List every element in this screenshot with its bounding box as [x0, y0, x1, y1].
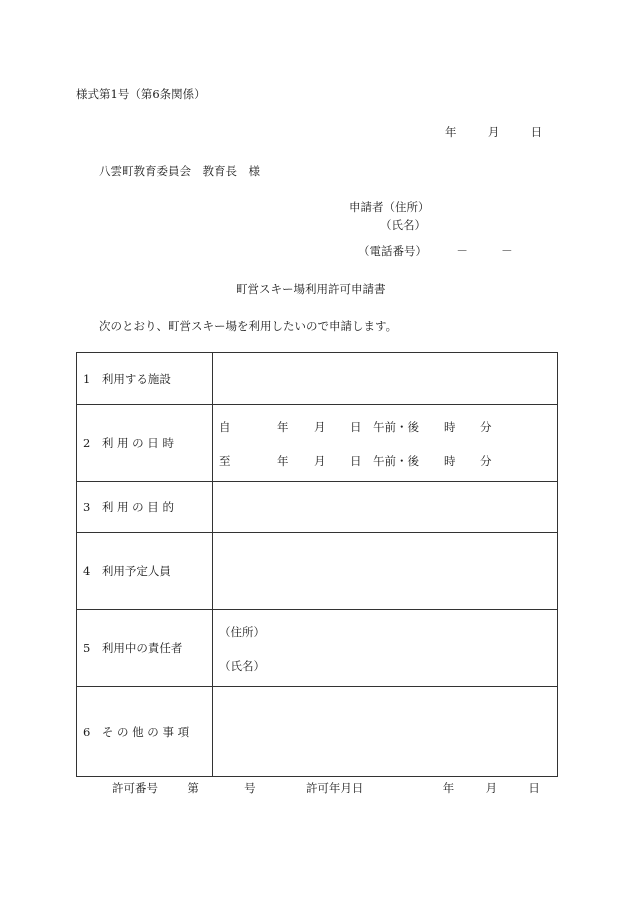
table-row: [77, 610, 558, 687]
table-row: [77, 482, 558, 533]
permit-month: 月: [485, 781, 498, 795]
permit-dai: 第: [187, 781, 199, 795]
permit-date-label: 許可年月日: [305, 781, 364, 795]
purpose-field[interactable]: [213, 482, 558, 533]
from-day: 日: [350, 420, 362, 434]
row-label-purpose: 3 利 用 の 目 的: [77, 482, 213, 533]
permit-go: 号: [244, 781, 256, 795]
permit-number-label: 許可番号: [112, 781, 158, 795]
phone-dash-1: －: [456, 244, 468, 258]
permit-year: 年: [442, 781, 455, 795]
intro-text: 次のとおり、町営スキー場を利用したいので申請します。: [99, 319, 398, 333]
addressee: 八雲町教育委員会 教育長 様: [99, 164, 260, 178]
table-row: [77, 353, 558, 405]
applicant-address-label: 申請者（住所）: [349, 200, 430, 214]
from-minute: 分: [480, 420, 492, 434]
to-minute: 分: [480, 454, 492, 468]
people-field[interactable]: [213, 533, 558, 610]
date-line: [445, 124, 542, 140]
permit-footer: [112, 780, 540, 796]
to-hour: 時: [444, 454, 456, 468]
datetime-to-line: [213, 443, 557, 477]
document-title: 町営スキー場利用許可申請書: [236, 282, 386, 296]
from-month: 月: [314, 420, 326, 434]
from-hour: 時: [444, 420, 456, 434]
application-table: [76, 352, 558, 777]
datetime-from-line: [213, 409, 557, 443]
phone-dash-2: －: [501, 244, 513, 258]
applicant-phone-line: [358, 243, 513, 259]
to-year: 年: [277, 454, 289, 468]
row-label-other: 6 そ の 他 の 事 項: [77, 687, 213, 777]
responsible-name-label: （氏名）: [219, 659, 265, 673]
applicant-name-label: （氏名）: [380, 218, 426, 232]
table-row: [77, 533, 558, 610]
to-ampm: 午前・後: [373, 454, 419, 468]
responsible-field[interactable]: [213, 610, 558, 687]
table-row: [77, 687, 558, 777]
other-field[interactable]: [213, 687, 558, 777]
to-label: 至: [219, 454, 231, 468]
applicant-phone-label: （電話番号）: [358, 244, 427, 258]
datetime-field[interactable]: [213, 405, 558, 482]
to-day: 日: [350, 454, 362, 468]
form-number: 様式第1号（第6条関係）: [76, 87, 206, 101]
from-ampm: 午前・後: [373, 420, 419, 434]
facility-field[interactable]: [213, 353, 558, 405]
responsible-name-line: [213, 648, 557, 682]
from-label: 自: [219, 420, 231, 434]
date-year: 年: [445, 125, 457, 139]
responsible-address-label: （住所）: [219, 625, 265, 639]
to-month: 月: [314, 454, 326, 468]
row-label-people: 4 利用予定人員: [77, 533, 213, 610]
table-row: [77, 405, 558, 482]
permit-day: 日: [528, 781, 540, 795]
date-day: 日: [530, 125, 543, 139]
row-label-datetime: 2 利 用 の 日 時: [77, 405, 213, 482]
from-year: 年: [277, 420, 289, 434]
row-label-facility: 1 利用する施設: [77, 353, 213, 405]
date-month: 月: [487, 125, 500, 139]
row-label-responsible: 5 利用中の責任者: [77, 610, 213, 687]
responsible-address-line: [213, 614, 557, 648]
